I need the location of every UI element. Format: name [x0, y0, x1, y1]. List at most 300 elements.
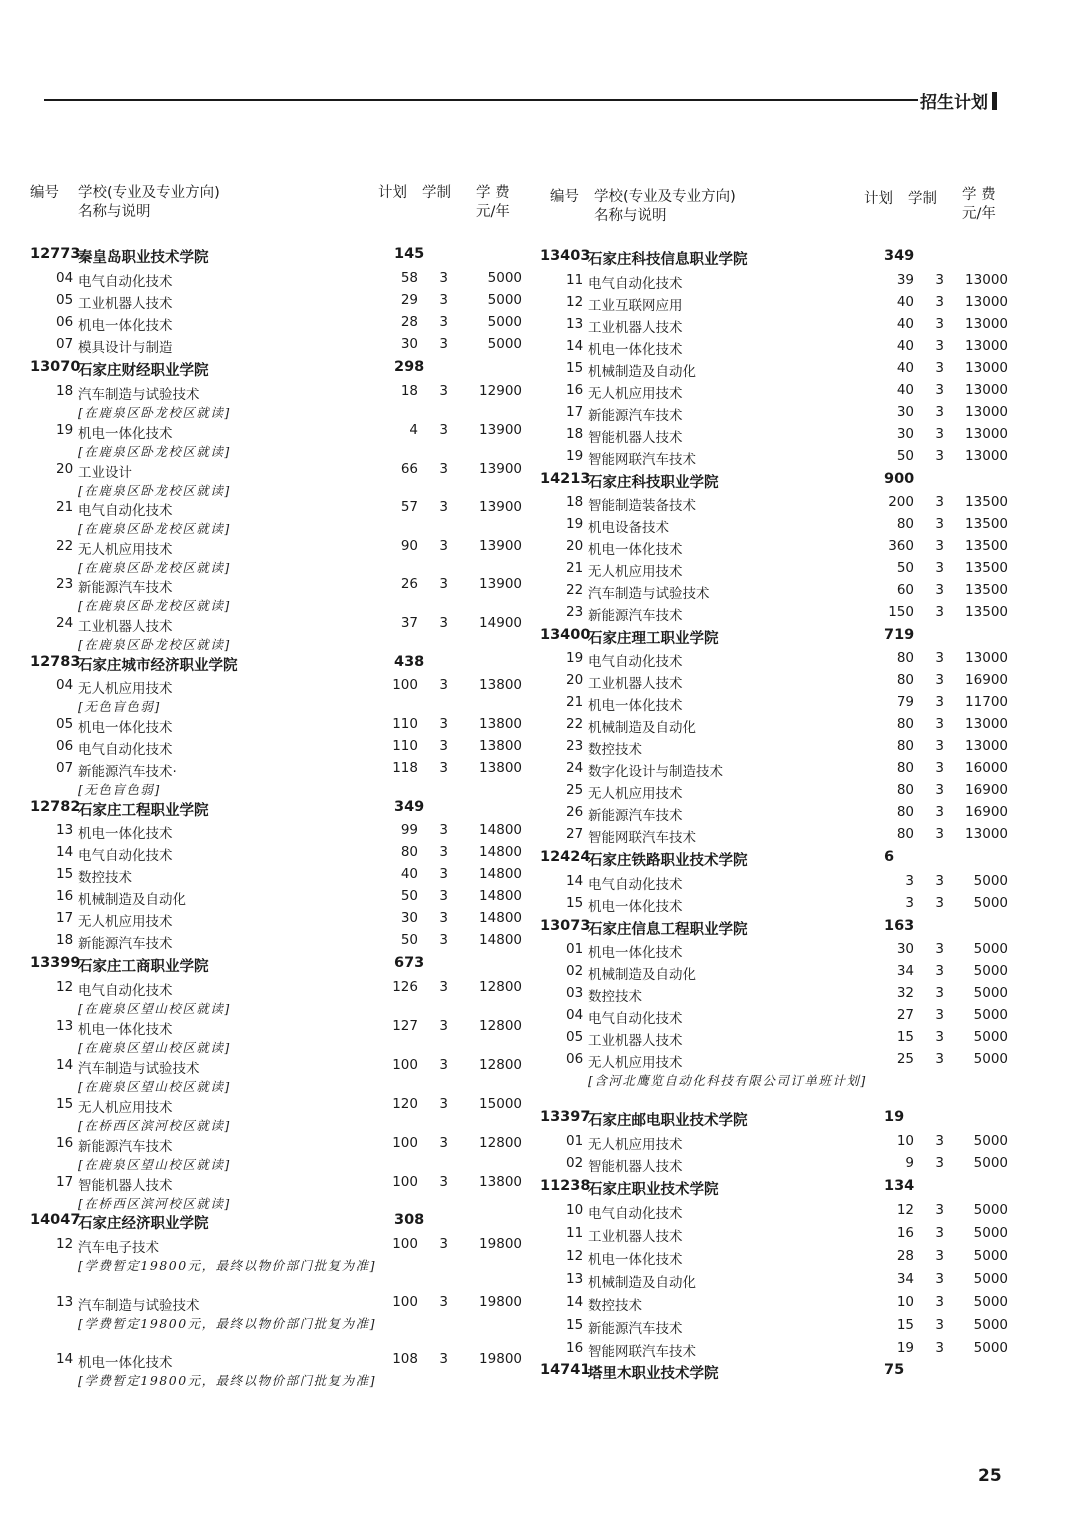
major-duration: 3	[439, 932, 448, 948]
major-code: 14	[566, 338, 584, 354]
major-plan: 9	[905, 1155, 914, 1171]
major-code: 23	[566, 738, 584, 754]
major-name: 无人机应用技术	[588, 564, 683, 580]
major-code: 16	[566, 1340, 584, 1356]
major-name: 新能源汽车技术	[588, 808, 683, 824]
major-plan: 30	[896, 941, 914, 957]
major-plan: 80	[896, 716, 914, 732]
header-fee-line1: 学 费	[962, 187, 996, 203]
major-fee: 11700	[965, 694, 1008, 710]
major-code: 03	[566, 985, 584, 1001]
major-note: [在鹿泉区卧龙校区就读]	[78, 637, 231, 652]
major-duration: 3	[935, 1294, 944, 1310]
major-duration: 3	[439, 1096, 448, 1112]
school-code: 14047	[30, 1212, 81, 1228]
major-fee: 13000	[965, 448, 1008, 464]
major-fee: 13500	[965, 494, 1008, 510]
major-name: 工业机器人技术	[588, 320, 683, 336]
major-plan: 40	[896, 316, 914, 332]
header-fee-line1: 学 费	[476, 185, 510, 201]
section-marker-bar	[992, 92, 997, 110]
major-fee: 16900	[965, 804, 1008, 820]
major-plan: 100	[392, 1135, 418, 1151]
school-code: 12773	[30, 246, 81, 262]
major-fee: 12800	[479, 1018, 522, 1034]
major-note: [在鹿泉区卧龙校区就读]	[78, 521, 231, 536]
major-name: 无人机应用技术	[588, 1137, 683, 1153]
major-name: 工业互联网应用	[588, 298, 683, 314]
major-fee: 5000	[973, 873, 1008, 889]
school-code: 13403	[540, 248, 591, 264]
major-fee: 19800	[479, 1351, 522, 1367]
major-name: 工业机器人技术	[588, 1033, 683, 1049]
major-plan: 126	[392, 979, 418, 995]
school-plan-total: 6	[884, 849, 895, 865]
major-fee: 13800	[479, 677, 522, 693]
school-name: 石家庄工程职业学院	[78, 803, 209, 819]
major-name: 无人机应用技术	[78, 681, 173, 697]
major-plan: 30	[400, 910, 418, 926]
major-name: 无人机应用技术	[588, 786, 683, 802]
major-code: 16	[56, 888, 74, 904]
major-name: 工业设计	[78, 465, 132, 481]
major-code: 16	[566, 382, 584, 398]
major-code: 04	[56, 677, 74, 693]
school-code: 13397	[540, 1109, 591, 1125]
major-plan: 28	[896, 1248, 914, 1264]
major-code: 20	[566, 672, 584, 688]
school-name: 石家庄工商职业学院	[78, 959, 209, 975]
major-name: 汽车电子技术	[78, 1240, 159, 1256]
major-plan: 80	[896, 738, 914, 754]
school-plan-total: 438	[394, 654, 425, 670]
major-code: 06	[56, 738, 74, 754]
major-name: 电气自动化技术	[78, 983, 173, 999]
major-note: [含河北鹰览自动化科技有限公司订单班计划]	[588, 1073, 867, 1088]
major-name: 新能源汽车技术	[588, 608, 683, 624]
major-duration: 3	[935, 426, 944, 442]
major-duration: 3	[439, 270, 448, 286]
major-code: 22	[566, 582, 584, 598]
major-code: 22	[566, 716, 584, 732]
major-plan: 16	[896, 1225, 914, 1241]
major-plan: 26	[400, 576, 418, 592]
major-code: 12	[56, 979, 74, 995]
major-duration: 3	[439, 383, 448, 399]
major-fee: 5000	[487, 314, 522, 330]
major-duration: 3	[439, 1236, 448, 1252]
major-fee: 13800	[479, 760, 522, 776]
major-fee: 5000	[973, 1248, 1008, 1264]
major-name: 智能网联汽车技术	[588, 452, 696, 468]
major-fee: 15000	[479, 1096, 522, 1112]
major-duration: 3	[439, 1057, 448, 1073]
major-plan: 30	[896, 404, 914, 420]
major-duration: 3	[935, 826, 944, 842]
major-duration: 3	[439, 1294, 448, 1310]
major-note: [在鹿泉区卧龙校区就读]	[78, 405, 231, 420]
major-name: 无人机应用技术	[78, 542, 173, 558]
major-code: 13	[56, 1294, 74, 1310]
school-code: 14213	[540, 471, 591, 487]
major-fee: 5000	[973, 963, 1008, 979]
school-code: 13073	[540, 918, 591, 934]
major-code: 06	[56, 314, 74, 330]
major-name: 新能源汽车技术	[78, 580, 173, 596]
major-duration: 3	[935, 448, 944, 464]
major-fee: 13800	[479, 738, 522, 754]
major-plan: 50	[896, 560, 914, 576]
major-name: 汽车制造与试验技术	[78, 387, 200, 403]
major-name: 机电一体化技术	[588, 698, 683, 714]
right-column	[540, 184, 1020, 1382]
major-duration: 3	[935, 650, 944, 666]
major-fee: 5000	[973, 1202, 1008, 1218]
school-plan-total: 19	[884, 1109, 905, 1125]
major-name: 汽车制造与试验技术	[78, 1061, 200, 1077]
major-duration: 3	[439, 716, 448, 732]
major-duration: 3	[935, 1051, 944, 1067]
major-fee: 13900	[479, 499, 522, 515]
major-plan: 10	[896, 1294, 914, 1310]
major-fee: 13000	[965, 826, 1008, 842]
major-fee: 13800	[479, 1174, 522, 1190]
major-name: 工业机器人技术	[588, 676, 683, 692]
major-plan: 19	[896, 1340, 914, 1356]
section-title: 招生计划	[920, 93, 988, 113]
major-duration: 3	[935, 582, 944, 598]
major-plan: 3	[905, 873, 914, 889]
major-duration: 3	[439, 866, 448, 882]
major-code: 05	[56, 292, 74, 308]
school-name: 石家庄科技信息职业学院	[588, 252, 748, 268]
major-fee: 13900	[479, 538, 522, 554]
left-column	[30, 184, 530, 1388]
major-plan: 200	[888, 494, 914, 510]
major-plan: 34	[896, 963, 914, 979]
major-plan: 80	[896, 650, 914, 666]
major-name: 电气自动化技术	[588, 276, 683, 292]
major-name: 智能机器人技术	[588, 1159, 683, 1175]
major-code: 22	[56, 538, 74, 554]
major-name: 智能机器人技术	[78, 1178, 173, 1194]
major-code: 11	[566, 1225, 584, 1241]
major-fee: 19800	[479, 1236, 522, 1252]
major-plan: 40	[896, 382, 914, 398]
major-name: 智能网联汽车技术	[588, 1344, 696, 1360]
major-fee: 14900	[479, 615, 522, 631]
major-fee: 13000	[965, 294, 1008, 310]
major-code: 14	[566, 1294, 584, 1310]
major-code: 21	[566, 694, 584, 710]
school-name: 秦皇岛职业技术学院	[78, 250, 209, 266]
major-duration: 3	[439, 499, 448, 515]
major-code: 25	[566, 782, 584, 798]
major-note: [学费暂定19800元，最终以物价部门批复为准]	[78, 1316, 377, 1331]
major-duration: 3	[935, 694, 944, 710]
major-duration: 3	[935, 294, 944, 310]
major-plan: 30	[896, 426, 914, 442]
major-code: 19	[566, 448, 584, 464]
major-note: [学费暂定19800元，最终以物价部门批复为准]	[78, 1373, 377, 1388]
major-code: 15	[56, 1096, 74, 1112]
major-plan: 15	[896, 1317, 914, 1333]
major-fee: 13500	[965, 604, 1008, 620]
major-duration: 3	[439, 314, 448, 330]
major-plan: 100	[392, 1236, 418, 1252]
major-duration: 3	[935, 895, 944, 911]
school-code: 13070	[30, 359, 81, 375]
major-fee: 14800	[479, 910, 522, 926]
major-code: 01	[566, 941, 584, 957]
major-code: 24	[566, 760, 584, 776]
major-plan: 29	[400, 292, 418, 308]
school-plan-total: 349	[394, 799, 425, 815]
major-plan: 39	[896, 272, 914, 288]
major-name: 无人机应用技术	[588, 1055, 683, 1071]
major-plan: 30	[400, 336, 418, 352]
major-fee: 5000	[487, 336, 522, 352]
major-note: [无色盲色弱]	[78, 782, 161, 797]
major-plan: 100	[392, 1294, 418, 1310]
major-duration: 3	[439, 1135, 448, 1151]
major-fee: 13900	[479, 576, 522, 592]
header-name-line2: 名称与说明	[594, 208, 667, 224]
major-fee: 13000	[965, 404, 1008, 420]
major-name: 无人机应用技术	[78, 1100, 173, 1116]
school-code: 12424	[540, 849, 591, 865]
major-fee: 5000	[973, 1225, 1008, 1241]
major-plan: 4	[409, 422, 418, 438]
major-duration: 3	[935, 1007, 944, 1023]
major-duration: 3	[439, 760, 448, 776]
major-plan: 50	[400, 888, 418, 904]
major-duration: 3	[935, 360, 944, 376]
major-name: 机电一体化技术	[588, 342, 683, 358]
major-fee: 13000	[965, 360, 1008, 376]
school-code: 12782	[30, 799, 81, 815]
major-code: 17	[56, 910, 74, 926]
major-duration: 3	[935, 941, 944, 957]
major-code: 26	[566, 804, 584, 820]
major-name: 数字化设计与制造技术	[588, 764, 723, 780]
major-name: 新能源汽车技术	[588, 1321, 683, 1337]
major-duration: 3	[439, 822, 448, 838]
major-fee: 13000	[965, 338, 1008, 354]
major-plan: 40	[896, 360, 914, 376]
major-code: 20	[566, 538, 584, 554]
major-name: 数控技术	[588, 742, 642, 758]
major-fee: 13500	[965, 582, 1008, 598]
major-duration: 3	[935, 1202, 944, 1218]
major-code: 13	[56, 822, 74, 838]
major-code: 14	[56, 844, 74, 860]
major-duration: 3	[935, 782, 944, 798]
major-code: 02	[566, 1155, 584, 1171]
major-name: 机电一体化技术	[78, 826, 173, 842]
major-code: 01	[566, 1133, 584, 1149]
major-fee: 13000	[965, 650, 1008, 666]
major-fee: 5000	[973, 941, 1008, 957]
major-fee: 14800	[479, 932, 522, 948]
major-fee: 13500	[965, 516, 1008, 532]
major-fee: 5000	[973, 1271, 1008, 1287]
major-plan: 60	[896, 582, 914, 598]
school-plan-total: 349	[884, 248, 915, 264]
major-code: 05	[56, 716, 74, 732]
major-duration: 3	[935, 1133, 944, 1149]
major-name: 工业机器人技术	[78, 296, 173, 312]
major-duration: 3	[439, 292, 448, 308]
major-plan: 80	[896, 804, 914, 820]
major-plan: 80	[896, 782, 914, 798]
major-code: 15	[56, 866, 74, 882]
major-plan: 18	[400, 383, 418, 399]
major-plan: 3	[905, 895, 914, 911]
major-plan: 57	[400, 499, 418, 515]
major-duration: 3	[935, 738, 944, 754]
major-name: 机电设备技术	[588, 520, 669, 536]
major-fee: 13900	[479, 461, 522, 477]
major-duration: 3	[935, 338, 944, 354]
major-name: 电气自动化技术	[78, 274, 173, 290]
major-code: 15	[566, 360, 584, 376]
major-duration: 3	[935, 272, 944, 288]
major-name: 机电一体化技术	[588, 899, 683, 915]
major-name: 数控技术	[78, 870, 132, 886]
major-name: 电气自动化技术	[78, 503, 173, 519]
major-note: [在鹿泉区望山校区就读]	[78, 1079, 231, 1094]
major-name: 电气自动化技术	[588, 1206, 683, 1222]
major-fee: 5000	[973, 1029, 1008, 1045]
major-name: 智能制造装备技术	[588, 498, 696, 514]
major-code: 19	[566, 650, 584, 666]
school-name: 石家庄铁路职业技术学院	[588, 853, 748, 869]
major-note: [在鹿泉区卧龙校区就读]	[78, 560, 231, 575]
major-duration: 3	[935, 316, 944, 332]
major-plan: 50	[896, 448, 914, 464]
school-name: 石家庄邮电职业技术学院	[588, 1113, 748, 1129]
major-plan: 127	[392, 1018, 418, 1034]
major-fee: 5000	[973, 1133, 1008, 1149]
major-name: 机电一体化技术	[588, 945, 683, 961]
major-fee: 13800	[479, 716, 522, 732]
major-duration: 3	[935, 716, 944, 732]
major-duration: 3	[439, 615, 448, 631]
major-plan: 40	[896, 338, 914, 354]
major-duration: 3	[935, 382, 944, 398]
major-name: 无人机应用技术	[78, 914, 173, 930]
major-code: 06	[566, 1051, 584, 1067]
header-code: 编号	[30, 185, 59, 201]
major-plan: 118	[392, 760, 418, 776]
major-duration: 3	[439, 979, 448, 995]
major-name: 数控技术	[588, 1298, 642, 1314]
header-duration: 学制	[908, 191, 937, 207]
major-duration: 3	[935, 672, 944, 688]
major-fee: 16000	[965, 760, 1008, 776]
major-code: 23	[56, 576, 74, 592]
major-name: 电气自动化技术	[588, 1011, 683, 1027]
major-code: 11	[566, 272, 584, 288]
major-name: 电气自动化技术	[78, 848, 173, 864]
school-plan-total: 298	[394, 359, 425, 375]
header-fee-line2: 元/年	[476, 204, 510, 220]
major-duration: 3	[439, 738, 448, 754]
major-name: 电气自动化技术	[588, 877, 683, 893]
major-fee: 14800	[479, 866, 522, 882]
major-fee: 12800	[479, 1135, 522, 1151]
major-name: 工业机器人技术	[78, 619, 173, 635]
major-duration: 3	[439, 910, 448, 926]
major-fee: 5000	[487, 292, 522, 308]
section-header	[920, 88, 997, 113]
major-plan: 80	[896, 760, 914, 776]
major-name: 机电一体化技术	[78, 318, 173, 334]
major-duration: 3	[935, 1225, 944, 1241]
header-name-line1: 学校(专业及专业方向)	[78, 185, 220, 201]
school-code: 13399	[30, 955, 81, 971]
major-duration: 3	[935, 963, 944, 979]
school-plan-total: 145	[394, 246, 425, 262]
major-plan: 100	[392, 1057, 418, 1073]
major-plan: 79	[896, 694, 914, 710]
major-duration: 3	[935, 985, 944, 1001]
major-code: 12	[566, 1248, 584, 1264]
header-code: 编号	[550, 189, 579, 205]
major-duration: 3	[935, 516, 944, 532]
major-duration: 3	[935, 760, 944, 776]
major-plan: 40	[400, 866, 418, 882]
major-code: 13	[566, 1271, 584, 1287]
major-name: 无人机应用技术	[588, 386, 683, 402]
major-duration: 3	[935, 604, 944, 620]
major-name: 新能源汽车技术	[78, 1139, 173, 1155]
major-fee: 5000	[487, 270, 522, 286]
major-duration: 3	[439, 461, 448, 477]
major-fee: 5000	[973, 1051, 1008, 1067]
major-fee: 5000	[973, 1317, 1008, 1333]
school-name: 石家庄经济职业学院	[78, 1216, 209, 1232]
major-note: [在鹿泉区卧龙校区就读]	[78, 598, 231, 613]
major-duration: 3	[935, 404, 944, 420]
header-plan: 计划	[378, 185, 407, 201]
major-name: 智能机器人技术	[588, 430, 683, 446]
major-code: 18	[56, 383, 74, 399]
major-name: 工业机器人技术	[588, 1229, 683, 1245]
header-name-line2: 名称与说明	[78, 204, 151, 220]
major-name: 新能源汽车技术·	[78, 764, 177, 780]
major-note: [在鹿泉区卧龙校区就读]	[78, 483, 231, 498]
major-code: 15	[566, 895, 584, 911]
major-fee: 13000	[965, 738, 1008, 754]
major-plan: 50	[400, 932, 418, 948]
school-name: 石家庄职业技术学院	[588, 1182, 719, 1198]
major-code: 02	[566, 963, 584, 979]
school-plan-total: 673	[394, 955, 425, 971]
major-code: 21	[56, 499, 74, 515]
major-code: 10	[566, 1202, 584, 1218]
major-name: 汽车制造与试验技术	[78, 1298, 200, 1314]
major-fee: 12800	[479, 1057, 522, 1073]
major-fee: 13000	[965, 382, 1008, 398]
major-duration: 3	[439, 538, 448, 554]
major-fee: 13000	[965, 272, 1008, 288]
major-name: 机电一体化技术	[78, 720, 173, 736]
major-name: 模具设计与制造	[78, 340, 173, 356]
header-rule	[44, 99, 918, 101]
major-code: 16	[56, 1135, 74, 1151]
